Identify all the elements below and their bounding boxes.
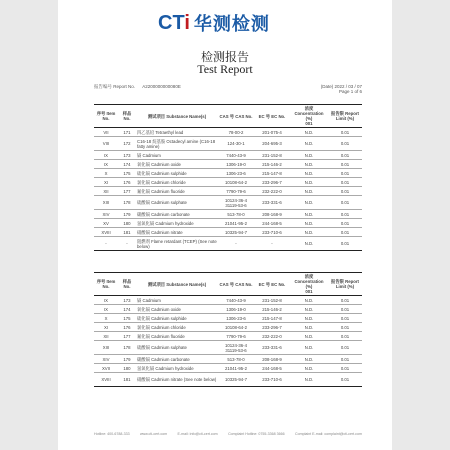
row-cas-no: 10108-64-2 <box>218 178 254 187</box>
row-sample-no: 179 <box>118 355 136 364</box>
row-concentration: N.D. <box>290 178 328 187</box>
table-row <box>94 196 362 210</box>
row-substance-name: 碳酸镉 Cadmium carbonate <box>136 355 218 364</box>
row-report-limit: 0.01 <box>328 137 362 151</box>
header-sample-id: 001 <box>305 121 313 126</box>
header-item-no: 序号 Item No. <box>94 273 118 296</box>
row-cas-no: 7790-79-6 <box>218 332 254 341</box>
row-concentration: N.D. <box>290 305 328 314</box>
row-report-limit: 0.01 <box>328 296 362 305</box>
row-cas-no: 1306-23-6 <box>218 314 254 323</box>
row-ec-no: 208-168-9 <box>254 210 290 219</box>
report-number <box>94 84 181 90</box>
row-concentration: N.D. <box>290 160 328 169</box>
row-sample-no: 175 <box>118 314 136 323</box>
row-concentration: N.D. <box>290 323 328 332</box>
row-cas-no: 10124-36-4 31119-53-6 <box>218 196 254 210</box>
header-substance: 测试项目 Substance Name(s) <box>136 105 218 128</box>
row-ec-no: 233-331-6 <box>254 196 290 210</box>
report-number-label: 报告编号 Report No. <box>94 84 136 89</box>
row-ec-no: 232-222-0 <box>254 332 290 341</box>
logo-brand-cn: 华测检测 <box>193 14 270 34</box>
row-ec-no: 244-168-5 <box>254 364 290 373</box>
table-row <box>94 137 362 151</box>
table-row <box>94 355 362 364</box>
row-report-limit: 0.01 <box>328 237 362 251</box>
row-item-no: X <box>94 314 118 323</box>
table-row <box>94 178 362 187</box>
row-cas-no: 21041-95-2 <box>218 219 254 228</box>
row-substance-name: 硝酸镉 Cadmium nitrate (See note below) <box>136 373 218 387</box>
report-date: (Date) 2022 / 03 / 07 <box>320 84 362 89</box>
row-report-limit: 0.01 <box>328 323 362 332</box>
footer-hotline: Hotline: 400-6788-333 <box>94 432 130 436</box>
row-sample-no: - <box>118 237 136 251</box>
row-substance-name: 四乙基铅 Tetraethyl lead <box>136 128 218 137</box>
row-substance-name: 氢氧化镉 Cadmium hydroxide <box>136 219 218 228</box>
row-report-limit: 0.01 <box>328 160 362 169</box>
row-substance-name: 氢氧化镉 Cadmium hydroxide <box>136 364 218 373</box>
row-sample-no: 177 <box>118 187 136 196</box>
row-concentration: N.D. <box>290 364 328 373</box>
row-ec-no: 233-710-6 <box>254 228 290 237</box>
row-report-limit: 0.01 <box>328 187 362 196</box>
row-ec-no: 233-296-7 <box>254 178 290 187</box>
table-row <box>94 341 362 355</box>
row-cas-no: 124-30-1 <box>218 137 254 151</box>
row-ec-no: 231-152-8 <box>254 151 290 160</box>
row-cas-no: 10325-94-7 <box>218 228 254 237</box>
row-substance-name: 氧化镉 Cadmium oxide <box>136 160 218 169</box>
row-ec-no: 233-331-6 <box>254 341 290 355</box>
row-substance-name: 阻燃剂 Flame retardant (TCEP) (See note below) <box>137 238 217 249</box>
row-sample-no: 175 <box>118 169 136 178</box>
header-report-limit: 报告限 Report Limit (%) <box>328 273 362 296</box>
row-sample-no: 173 <box>118 296 136 305</box>
header-sample-no: 样品 No. <box>118 105 136 128</box>
row-concentration: N.D. <box>290 296 328 305</box>
table-row <box>94 237 362 251</box>
row-substance-name: 硫酸镉 Cadmium sulphate <box>136 196 218 210</box>
row-cas-no: - <box>218 237 254 251</box>
header-report-limit: 报告限 Report Limit (%) <box>328 105 362 128</box>
table-row <box>94 323 362 332</box>
row-item-no: XI <box>94 323 118 332</box>
row-cas-no: 513-78-0 <box>218 210 254 219</box>
row-report-limit: 0.01 <box>328 219 362 228</box>
row-report-limit: 0.01 <box>328 228 362 237</box>
table-row <box>94 169 362 178</box>
row-concentration: N.D. <box>290 355 328 364</box>
row-cas-no: 7440-43-9 <box>218 151 254 160</box>
row-report-limit: 0.01 <box>328 341 362 355</box>
row-report-limit: 0.01 <box>328 364 362 373</box>
row-ec-no: 208-168-9 <box>254 355 290 364</box>
row-sample-no: 173 <box>118 151 136 160</box>
row-ec-no: - <box>254 237 290 251</box>
row-item-no: IX <box>94 160 118 169</box>
row-concentration: N.D. <box>290 237 328 251</box>
header-ec: EC 号 EC No. <box>254 105 290 128</box>
table-row <box>94 332 362 341</box>
row-substance-name: C16-18 烷基胺 Octadecyl amine (C16-18 fatty amine) <box>136 137 218 151</box>
row-ec-no: 233-710-6 <box>254 373 290 387</box>
row-substance-name: 碳酸镉 Cadmium carbonate <box>136 210 218 219</box>
report-page <box>58 0 392 450</box>
row-ec-no: 244-168-5 <box>254 219 290 228</box>
row-report-limit: 0.01 <box>328 332 362 341</box>
row-concentration: N.D. <box>290 137 328 151</box>
report-number-value: A2200000000080E <box>142 84 181 89</box>
row-item-no: XVIII <box>94 228 118 237</box>
row-report-limit: 0.01 <box>328 169 362 178</box>
row-substance-name: 硫化镉 Cadmium sulphide <box>136 314 218 323</box>
table-row <box>94 228 362 237</box>
table-header-row <box>94 273 362 296</box>
row-sample-no: 174 <box>118 160 136 169</box>
table-row <box>94 151 362 160</box>
row-ec-no: 233-296-7 <box>254 323 290 332</box>
report-date-page <box>321 84 362 94</box>
row-cas-no: 513-78-0 <box>218 355 254 364</box>
table-row <box>94 187 362 196</box>
header-sample-id: 001 <box>305 289 313 294</box>
header-concentration: 浓度 Concentration (%) 001 <box>290 273 328 296</box>
row-item-no: IX <box>94 305 118 314</box>
row-substance-name: 硫酸镉 Cadmium sulphate <box>136 341 218 355</box>
row-substance-name: 氟化镉 Cadmium fluoride <box>136 332 218 341</box>
row-substance-name: 硫化镉 Cadmium sulphide <box>136 169 218 178</box>
row-item-no: VII <box>94 128 118 137</box>
table-row <box>94 128 362 137</box>
row-substance-name: 镉 Cadmium <box>136 151 218 160</box>
row-sample-no: 180 <box>118 219 136 228</box>
header-concentration: 浓度 Concentration (%) 001 <box>290 105 328 128</box>
row-report-limit: 0.01 <box>328 355 362 364</box>
row-report-limit: 0.01 <box>328 196 362 210</box>
table-header-row <box>94 105 362 128</box>
header-sample-no: 样品 No. <box>118 273 136 296</box>
row-substance-name: 氧化镉 Cadmium oxide <box>136 305 218 314</box>
row-ec-no: 201-075-4 <box>254 128 290 137</box>
row-item-no: VIII <box>94 137 118 151</box>
table-2-body <box>94 296 362 387</box>
footer-website: www.cti-cert.com <box>139 432 168 436</box>
row-ec-no: 204-695-3 <box>254 137 290 151</box>
row-item-no: IX <box>94 151 118 160</box>
row-report-limit: 0.01 <box>328 314 362 323</box>
row-sample-no: 178 <box>118 196 136 210</box>
row-cas-no: 1306-19-0 <box>218 160 254 169</box>
row-concentration: N.D. <box>290 187 328 196</box>
header-ec: EC 号 EC No. <box>254 273 290 296</box>
row-item-no: XVII <box>94 364 118 373</box>
row-sample-no: 179 <box>118 210 136 219</box>
row-ec-no: 215-146-2 <box>254 160 290 169</box>
row-item-no: XII <box>94 187 118 196</box>
row-cas-no: 7440-43-9 <box>218 296 254 305</box>
row-report-limit: 0.01 <box>328 151 362 160</box>
row-ec-no: 215-147-8 <box>254 314 290 323</box>
row-cas-no: 10108-64-2 <box>218 323 254 332</box>
table-row <box>94 219 362 228</box>
header-cas: CAS 号 CAS No. <box>218 105 254 128</box>
row-concentration: N.D. <box>290 228 328 237</box>
table-row <box>94 373 362 387</box>
page-footer <box>94 432 362 436</box>
results-table-1 <box>94 104 362 251</box>
row-item-no: XIV <box>94 210 118 219</box>
report-page-number: Page 1 of 6 <box>338 89 362 94</box>
row-substance-name: 硝酸镉 Cadmium nitrate <box>136 228 218 237</box>
row-ec-no: 215-147-8 <box>254 169 290 178</box>
row-item-no: XIII <box>94 196 118 210</box>
cti-logo <box>158 10 270 36</box>
header-cas: CAS 号 CAS No. <box>218 273 254 296</box>
report-title-cn: 检测报告 <box>200 50 249 64</box>
row-cas-no: 7790-79-6 <box>218 187 254 196</box>
row-concentration: N.D. <box>290 128 328 137</box>
header-substance: 测试项目 Substance Name(s) <box>136 273 218 296</box>
row-item-no: X <box>94 169 118 178</box>
row-concentration: N.D. <box>290 314 328 323</box>
table-row <box>94 160 362 169</box>
row-ec-no: 231-152-8 <box>254 296 290 305</box>
row-item-no: - <box>94 237 118 251</box>
row-sample-no: 181 <box>118 228 136 237</box>
table-1-body <box>94 128 362 251</box>
row-concentration: N.D. <box>290 219 328 228</box>
row-report-limit: 0.01 <box>328 178 362 187</box>
row-report-limit: 0.01 <box>328 305 362 314</box>
row-item-no: XV <box>94 219 118 228</box>
row-sample-no: 180 <box>118 364 136 373</box>
table-row <box>94 305 362 314</box>
row-sample-no: 171 <box>118 128 136 137</box>
footer-email: E-mail: info@cti-cert.com <box>177 432 218 436</box>
row-concentration: N.D. <box>290 151 328 160</box>
row-substance-name: 氯化镉 Cadmium chloride <box>136 323 218 332</box>
row-concentration: N.D. <box>290 341 328 355</box>
footer-complaint-hotline: Complaint Hotline: 0755-3368 3666 <box>228 432 285 436</box>
row-item-no: XII <box>94 332 118 341</box>
table-row <box>94 364 362 373</box>
header-item-no: 序号 Item No. <box>94 105 118 128</box>
table-row <box>94 210 362 219</box>
row-item-no: IX <box>94 296 118 305</box>
row-sample-no: 181 <box>118 373 136 387</box>
row-cas-no: 1306-23-6 <box>218 169 254 178</box>
row-report-limit: 0.01 <box>328 210 362 219</box>
row-sample-no: 177 <box>118 332 136 341</box>
row-sample-no: 172 <box>118 137 136 151</box>
table-row <box>94 296 362 305</box>
row-concentration: N.D. <box>290 196 328 210</box>
row-cas-no: 10325-94-7 <box>218 373 254 387</box>
row-concentration: N.D. <box>290 373 328 387</box>
row-item-no: XIII <box>94 341 118 355</box>
row-substance-name: 氟化镉 Cadmium fluoride <box>136 187 218 196</box>
logo-mark: CTi <box>158 11 190 34</box>
row-ec-no: 215-146-2 <box>254 305 290 314</box>
row-cas-no: 78-00-2 <box>218 128 254 137</box>
row-sample-no: 176 <box>118 178 136 187</box>
row-concentration: N.D. <box>290 169 328 178</box>
results-table-2 <box>94 272 362 387</box>
row-cas-no: 1306-19-0 <box>218 305 254 314</box>
row-ec-no: 232-222-0 <box>254 187 290 196</box>
row-report-limit: 0.01 <box>328 373 362 387</box>
row-substance-name: 镉 Cadmium <box>136 296 218 305</box>
row-item-no: XI <box>94 178 118 187</box>
row-item-no: XIV <box>94 355 118 364</box>
row-substance-name: 氯化镉 Cadmium chloride <box>136 178 218 187</box>
row-concentration: N.D. <box>290 332 328 341</box>
footer-complaint-email: Complaint E-mail: complaint@cti-cert.com <box>294 432 362 436</box>
report-title-en: Test Report <box>197 62 253 76</box>
row-sample-no: 174 <box>118 305 136 314</box>
row-cas-no: 21041-95-2 <box>218 364 254 373</box>
table-row <box>94 314 362 323</box>
row-concentration: N.D. <box>290 210 328 219</box>
row-report-limit: 0.01 <box>328 128 362 137</box>
row-item-no: XVIII <box>94 373 118 387</box>
row-cas-no: 10124-36-4 31119-53-6 <box>218 341 254 355</box>
row-sample-no: 176 <box>118 323 136 332</box>
row-sample-no: 178 <box>118 341 136 355</box>
